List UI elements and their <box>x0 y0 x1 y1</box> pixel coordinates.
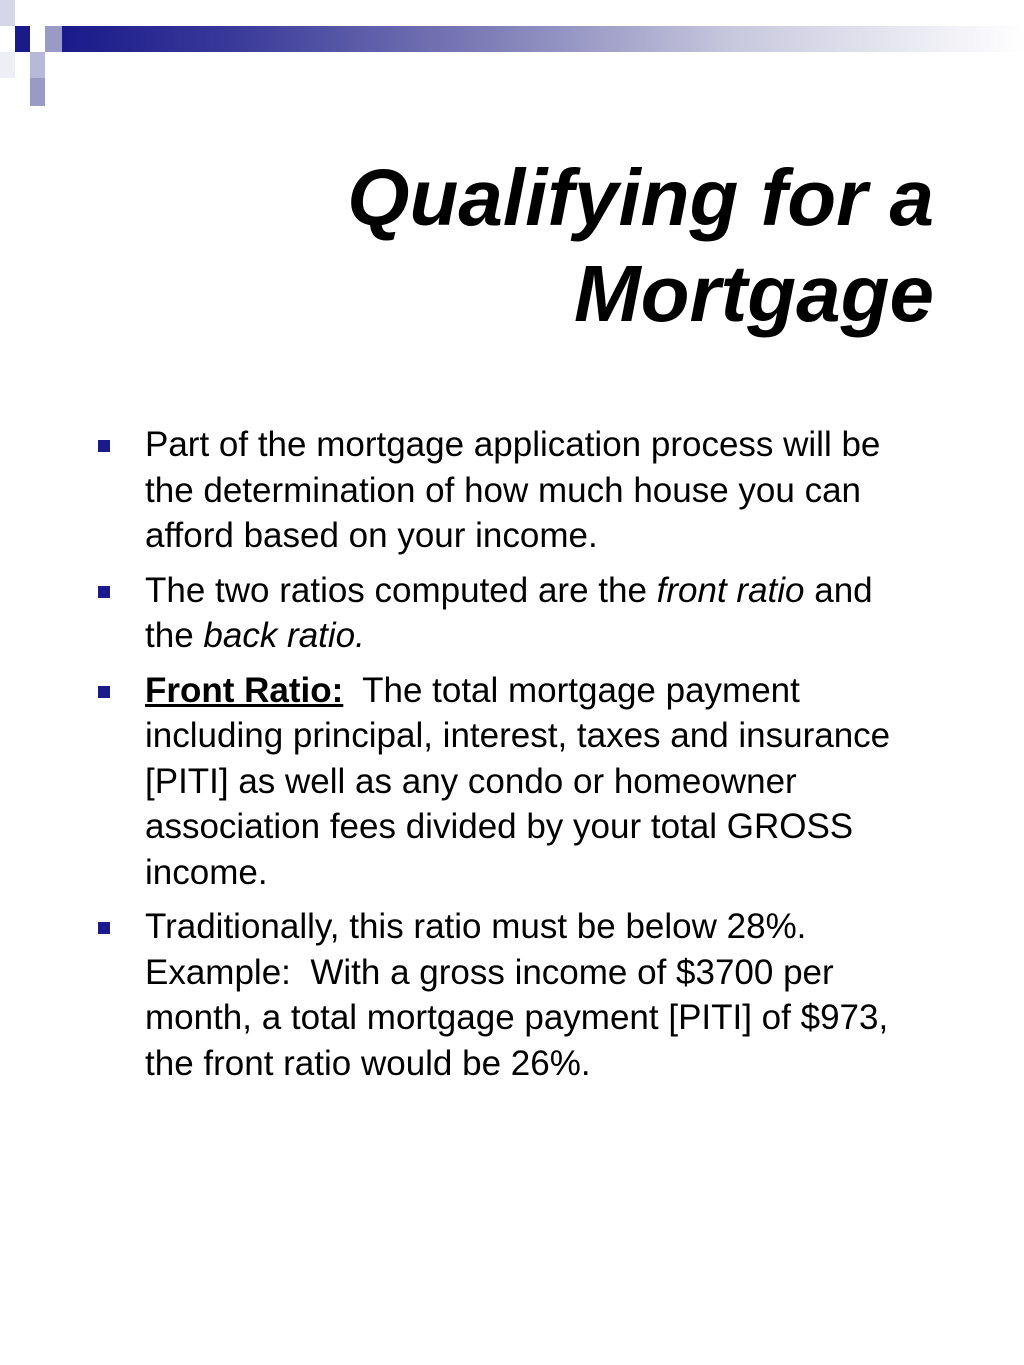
deco-square <box>0 52 15 78</box>
square-bullet-icon <box>98 922 110 934</box>
deco-square <box>15 0 30 26</box>
deco-square <box>30 78 45 106</box>
bullet-text: The total mortgage payment including principal, interest, taxes and insurance [PITI] as well as any condo or homeowner association fees divided by your total GROSS income. <box>145 670 900 892</box>
deco-square <box>30 26 45 52</box>
deco-square <box>30 52 45 78</box>
gradient-bar <box>62 26 1024 52</box>
bullet-item <box>95 668 915 896</box>
square-bullet-icon <box>98 440 110 452</box>
square-bullet-icon <box>98 586 110 598</box>
deco-square <box>45 26 62 52</box>
back-ratio-term: back ratio. <box>203 616 365 655</box>
front-ratio-term: front ratio <box>656 570 805 610</box>
deco-square <box>15 26 30 52</box>
bullet-item <box>95 568 915 659</box>
bullet-text: The two ratios computed are the <box>145 570 657 610</box>
front-ratio-label: Front Ratio: <box>145 670 344 710</box>
bullet-item <box>95 904 915 1086</box>
bullet-list <box>95 422 915 1095</box>
slide-title: Qualifying for a Mortgage <box>347 153 934 338</box>
bullet-text: and the <box>145 570 873 655</box>
deco-square <box>45 0 62 26</box>
deco-square <box>0 0 15 26</box>
bullet-item <box>95 422 915 559</box>
square-bullet-icon <box>98 686 110 698</box>
deco-square <box>0 26 15 52</box>
bullet-text: Traditionally, this ratio must be below 28%. Example: With a gross income of $3700 per month, a total mortgage payment [PITI] of $973, the front ratio would be 26%. <box>145 907 898 1083</box>
bullet-text: Part of the mortgage application process will be the determination of how much house you can afford based on your income. <box>145 425 881 555</box>
